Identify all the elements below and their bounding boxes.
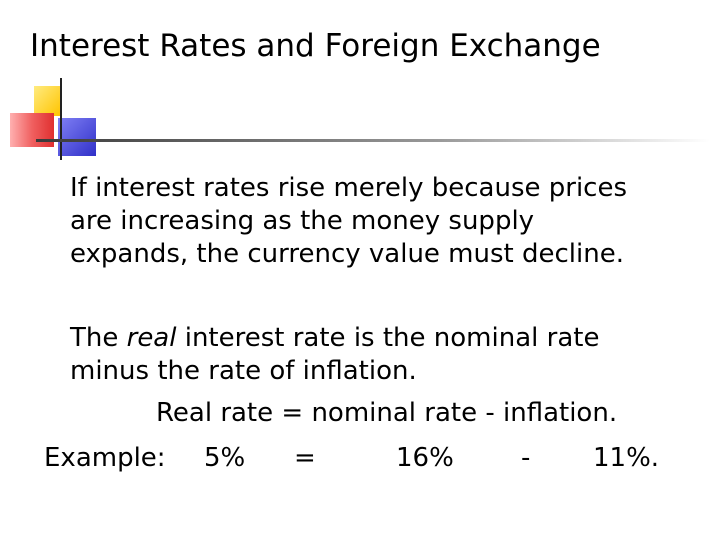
example-minus: - [521, 443, 531, 473]
example-label: Example: [44, 443, 166, 473]
text-fragment: interest rate is the nominal rate [176, 323, 600, 353]
text-line [70, 322, 599, 355]
paragraph-currency-decline [70, 172, 627, 271]
formula-line: Real rate = nominal rate - inflation. [156, 398, 618, 428]
yellow-square [34, 86, 60, 116]
text-line: expands, the currency value must decline. [70, 239, 624, 269]
example-inflation: 11%. [593, 443, 660, 473]
example-row [0, 442, 720, 478]
text-line: If interest rates rise merely because prices [70, 173, 628, 203]
text-fragment: The [70, 323, 127, 353]
red-square [10, 113, 54, 147]
paragraph-real-rate [70, 322, 599, 388]
blue-square [58, 118, 96, 156]
example-real-rate: 5% [204, 443, 246, 473]
example-nominal-rate: 16% [396, 443, 454, 473]
slide-title: Interest Rates and Foreign Exchange [30, 28, 601, 64]
text-line: minus the rate of inflation. [70, 356, 417, 386]
text-line: are increasing as the money supply [70, 206, 535, 236]
horizontal-rule [36, 139, 710, 142]
example-equals: = [294, 443, 316, 473]
italic-real-word: real [126, 323, 177, 353]
